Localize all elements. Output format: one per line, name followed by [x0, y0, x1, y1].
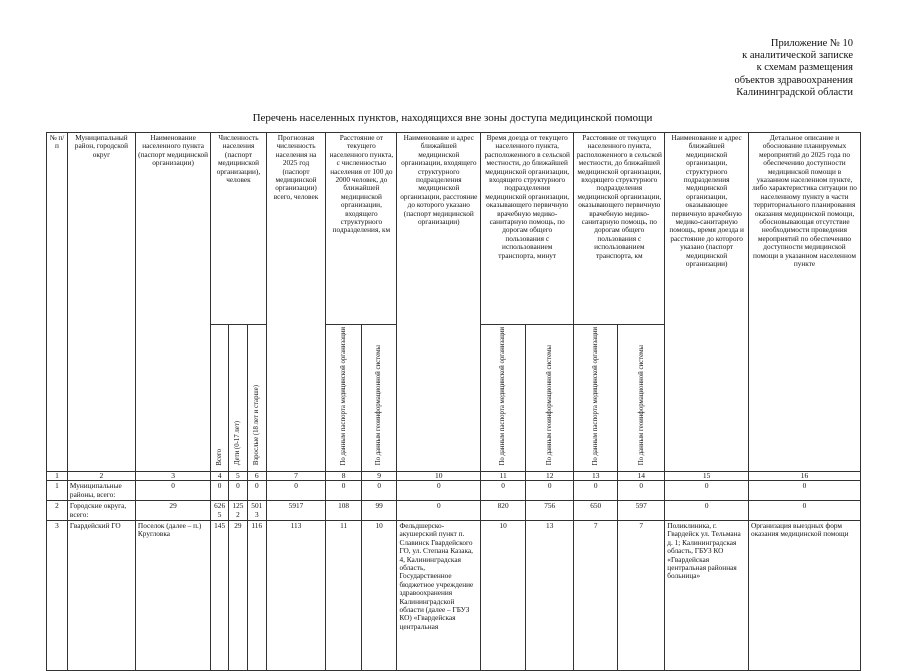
table-cell: 0: [748, 481, 860, 501]
appendix-line: Калининградской области: [736, 86, 853, 98]
table-cell: 10: [481, 520, 526, 670]
column-number: 6: [247, 471, 266, 480]
table-cell: 597: [618, 501, 665, 521]
header-nearest-org: Наименование и адрес ближайшей медицинской организации, входящего структурного подразделения медицинской организации, расстояние до которого указано (паспорт медицинской организации): [397, 133, 481, 472]
table-cell: 116: [247, 520, 266, 670]
column-number: 14: [618, 471, 665, 480]
subheader-children: Дети (0-17 лет): [229, 325, 248, 472]
column-number: 15: [665, 471, 749, 480]
subheader-passport: По данным паспорта медицинской организации: [481, 325, 526, 472]
table-cell: 0: [574, 481, 618, 501]
table-cell: 7: [574, 520, 618, 670]
table-cell: 6265: [211, 501, 229, 521]
column-number: 2: [67, 471, 135, 480]
table-cell: 0: [665, 481, 749, 501]
table-row: [47, 501, 861, 521]
header-description: Детальное описание и обоснование планируемых мероприятий до 2025 года по обеспечению доступности медицинской помощи в указанном населенном пункте, либо характеристика ситуации по населенному пункту в части территориального планирования оказания медицинской помощи, обосновывающая отсутствие необходимости проведения мероприятий по обеспечению доступности медицинской помощи в указанном населенном пункте: [748, 133, 860, 472]
table-cell: 0: [618, 481, 665, 501]
header-settlement: Наименование населенного пункта (паспорт медицинской организации): [135, 133, 210, 472]
table-cell: 7: [618, 520, 665, 670]
subheader-passport: По данным паспорта медицинской организации: [574, 325, 618, 472]
header-forecast: Прогнозная численность населения на 2025 год (паспорт медицинской организации) всего, человек: [266, 133, 326, 472]
table-cell: 0: [748, 501, 860, 521]
column-number: 8: [326, 471, 362, 480]
subheader-gis: По данным геоинформационной системы: [361, 325, 397, 472]
column-number: 3: [135, 471, 210, 480]
table-cell: 99: [361, 501, 397, 521]
table-cell: Гвардейский ГО: [67, 520, 135, 670]
table-cell: 0: [397, 501, 481, 521]
table-cell: 820: [481, 501, 526, 521]
table-cell: 13: [526, 520, 574, 670]
table-cell: 0: [247, 481, 266, 501]
table-cell: 1252: [229, 501, 248, 521]
column-number: 9: [361, 471, 397, 480]
table-cell: 650: [574, 501, 618, 521]
header-distance: Расстояние от текущего населенного пункта, с численностью населения от 100 до 2000 человек, до ближайшей медицинской организации, входящего структурного подразделения, км: [326, 133, 397, 325]
table-cell: 0: [266, 481, 326, 501]
table-cell: 1: [47, 481, 68, 501]
table-cell: 0: [397, 481, 481, 501]
table-cell: 5013: [247, 501, 266, 521]
column-number: 4: [211, 471, 229, 480]
header-row: [47, 133, 861, 325]
table-cell: 0: [211, 481, 229, 501]
appendix-line: Приложение № 10: [770, 38, 853, 49]
header-travel-time: Время доезда от текущего населенного пункта, расположенного в сельской местности, до ближайшей медицинской организации, входящего структурного подразделения медицинской организации, оказывающего первичную врачебную медико-санитарную помощь, по дорогам общего пользования с использованием транспорта, минут: [481, 133, 574, 325]
column-number: 1: [47, 471, 68, 480]
subheader-total: Всего: [211, 325, 229, 472]
table-cell: 0: [665, 501, 749, 521]
table-cell: 108: [326, 501, 362, 521]
table-cell: 113: [266, 520, 326, 670]
table-cell: Поликлиника, г. Гвардейск ул. Тельмана д. 1; Калининградская область, ГБУЗ КО «Гвардейская центральная районная больница»: [665, 520, 749, 670]
table-cell: 29: [229, 520, 248, 670]
table-cell: 0: [229, 481, 248, 501]
settlements-table: [46, 132, 861, 671]
document-title: Перечень населенных пунктов, находящихся вне зоны доступа медицинской помощи: [252, 112, 653, 124]
appendix-line: к аналитической записке: [742, 50, 853, 62]
table-cell: 756: [526, 501, 574, 521]
column-number: 7: [266, 471, 326, 480]
column-number: 13: [574, 471, 618, 480]
subheader-passport: По данным паспорта медицинской организации: [326, 325, 362, 472]
header-population: Численность населения (паспорт медицинской организации), человек: [211, 133, 266, 325]
table-cell: Фельдшерско-акушерский пункт п. Славинск Гвардейского ГО, ул. Степана Казака, 4, Калининградская область, Государственное бюджетное учреждение здравоохранения Калининградской области (далее – ГБУЗ КО) «Гвардейская центральная: [397, 520, 481, 670]
table-cell: Организация выездных форм оказания медицинской помощи: [748, 520, 860, 670]
column-number-row: [47, 471, 861, 480]
table-cell: 145: [211, 520, 229, 670]
header-number: № п/п: [47, 133, 68, 472]
table-cell: 0: [135, 481, 210, 501]
table-cell: 0: [361, 481, 397, 501]
column-number: 11: [481, 471, 526, 480]
column-number: 10: [397, 471, 481, 480]
header-primary-care-org: Наименование и адрес ближайшей медицинской организации, структурного подразделения медицинской организации, оказывающее первичную врачебную медико-санитарную помощь, время доезда и расстояние до которого указано (паспорт медицинской организации): [665, 133, 749, 472]
table-cell: 0: [326, 481, 362, 501]
subheader-gis: По данным геоинформационной системы: [618, 325, 665, 472]
column-number: 5: [229, 471, 248, 480]
table-cell: Городские округа, всего:: [67, 501, 135, 521]
table-cell: 3: [47, 520, 68, 670]
table-row: [47, 481, 861, 501]
table-cell: Поселок (далее – п.) Кругловка: [135, 520, 210, 670]
header-district: Муниципальный район, городской округ: [67, 133, 135, 472]
appendix-line: к схемам размещения: [756, 62, 853, 74]
column-number: 12: [526, 471, 574, 480]
header-road-distance: Расстояние от текущего населенного пункта, расположенного в сельской местности, до ближайшей медицинской организации, входящего структурного подразделения медицинской организации, оказывающего первичную врачебную медико-санитарную помощь, по дорогам общего пользования с использованием транспорта, км: [574, 133, 665, 325]
table-cell: 29: [135, 501, 210, 521]
table-cell: 5917: [266, 501, 326, 521]
subheader-adults: Взрослые (18 лет и старше): [247, 325, 266, 472]
appendix-line: объектов здравоохранения: [734, 74, 853, 86]
table-cell: Муниципальные районы, всего:: [67, 481, 135, 501]
table-cell: 10: [361, 520, 397, 670]
subheader-gis: По данным геоинформационной системы: [526, 325, 574, 472]
table-cell: 0: [481, 481, 526, 501]
column-number: 16: [748, 471, 860, 480]
table-cell: 11: [326, 520, 362, 670]
table-row: [47, 520, 861, 670]
table-cell: 0: [526, 481, 574, 501]
table-cell: 2: [47, 501, 68, 521]
appendix-header: [734, 38, 853, 99]
